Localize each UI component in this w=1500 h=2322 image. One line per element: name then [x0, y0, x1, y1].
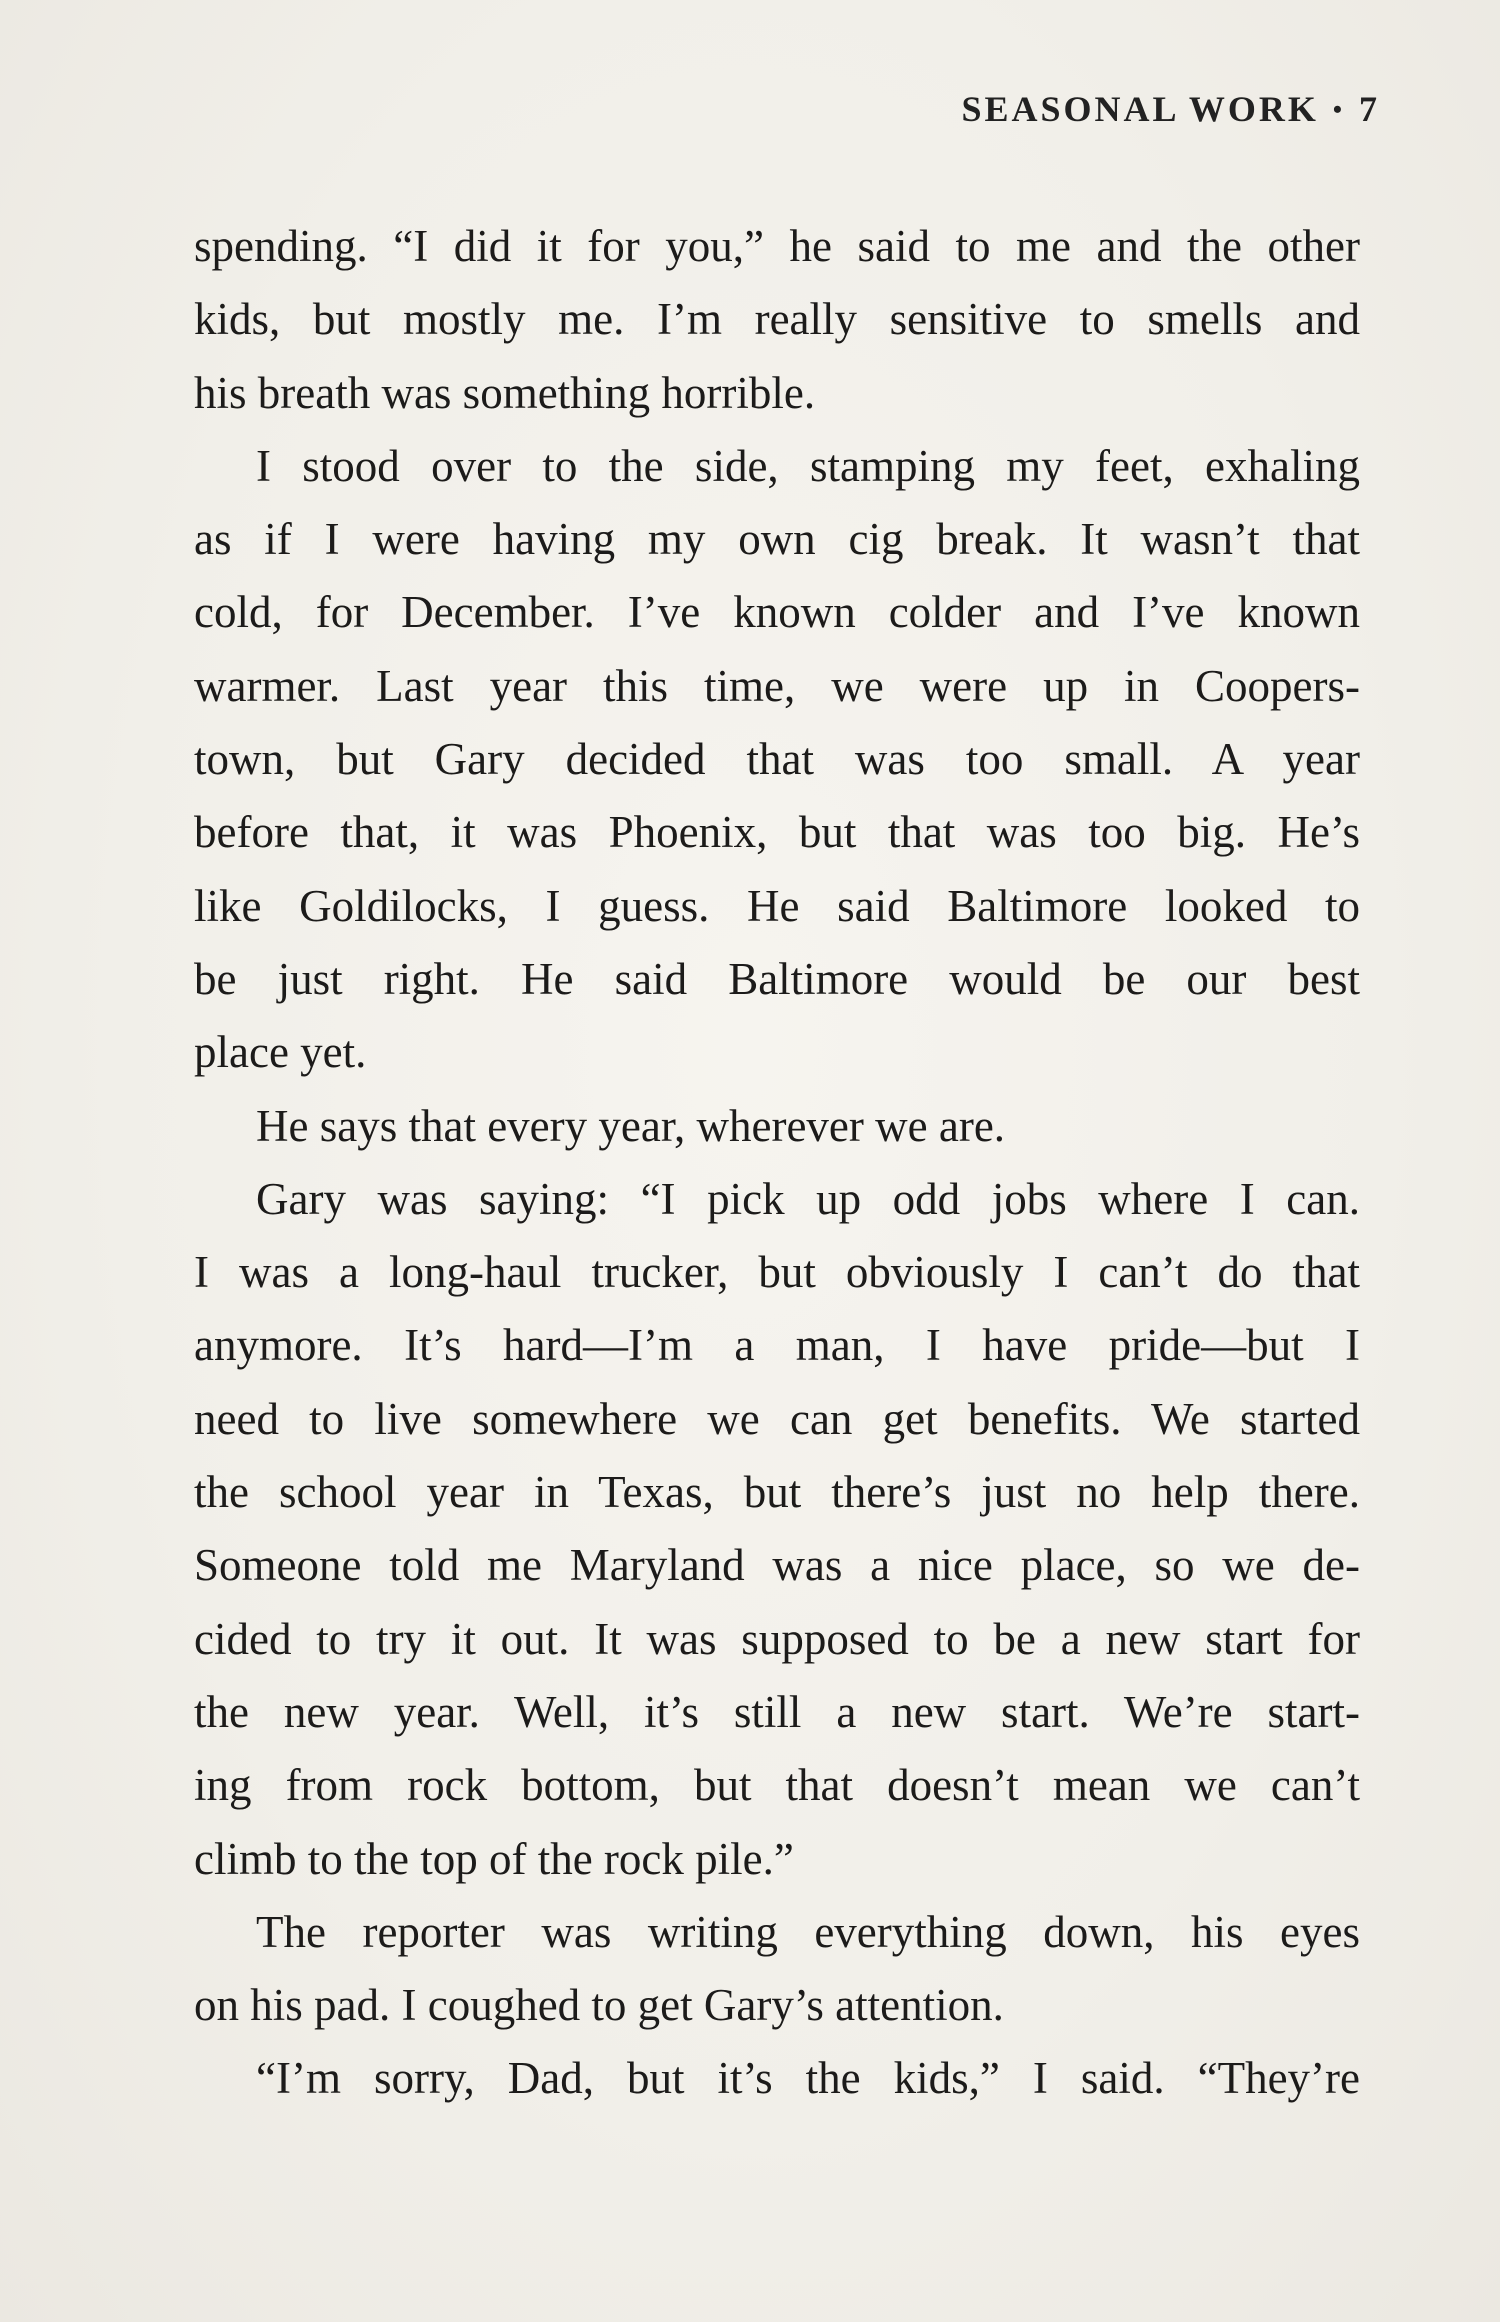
text-line: the school year in Texas, but there’s just no help there. [194, 1467, 1360, 1518]
text-line: kids, but mostly me. I’m really sensitive to smells and [194, 294, 1360, 345]
running-head [961, 88, 1380, 130]
text-line: Someone told me Maryland was a nice place, so we de- [194, 1540, 1360, 1591]
text-line: before that, it was Phoenix, but that was too big. He’s [194, 807, 1360, 858]
text-line: Gary was saying: “I pick up odd jobs where I can. [256, 1173, 1360, 1224]
text-line: town, but Gary decided that was too small. A year [194, 734, 1360, 785]
text-line: climb to the top of the rock pile.” [194, 1833, 794, 1884]
text-line: his breath was something horrible. [194, 367, 816, 418]
text-line: He says that every year, wherever we are. [256, 1100, 1006, 1151]
text-line: I was a long-haul trucker, but obviously I can’t do that [194, 1247, 1360, 1298]
text-line: warmer. Last year this time, we were up in Coopers- [194, 660, 1360, 711]
text-line: be just right. He said Baltimore would be our best [194, 953, 1360, 1004]
text-line: spending. “I did it for you,” he said to me and the other [194, 221, 1360, 271]
text-line: like Goldilocks, I guess. He said Baltimore looked to [194, 880, 1360, 931]
text-line: on his pad. I coughed to get Gary’s attention. [194, 1980, 1004, 2031]
body-text [194, 210, 1360, 2116]
text-line: need to live somewhere we can get benefits. We started [194, 1393, 1360, 1444]
header-separator: • [1332, 95, 1345, 124]
text-line: “I’m sorry, Dad, but it’s the kids,” I said. “They’re [256, 2053, 1360, 2104]
text-line: ing from rock bottom, but that doesn’t mean we can’t [194, 1760, 1360, 1811]
text-line: anymore. It’s hard—I’m a man, I have pride—but I [194, 1320, 1360, 1371]
text-line: place yet. [194, 1027, 367, 1078]
text-line: The reporter was writing everything down, his eyes [256, 1906, 1360, 1957]
page-number: 7 [1359, 89, 1380, 129]
text-line: as if I were having my own cig break. It wasn’t that [194, 514, 1360, 565]
text-line: I stood over to the side, stamping my feet, exhaling [256, 440, 1360, 491]
text-line: cold, for December. I’ve known colder and I’ve known [194, 587, 1360, 638]
text-line: cided to try it out. It was supposed to be a new start for [194, 1613, 1360, 1664]
running-title: SEASONAL WORK [961, 89, 1319, 129]
text-line: the new year. Well, it’s still a new start. We’re start- [194, 1686, 1360, 1737]
